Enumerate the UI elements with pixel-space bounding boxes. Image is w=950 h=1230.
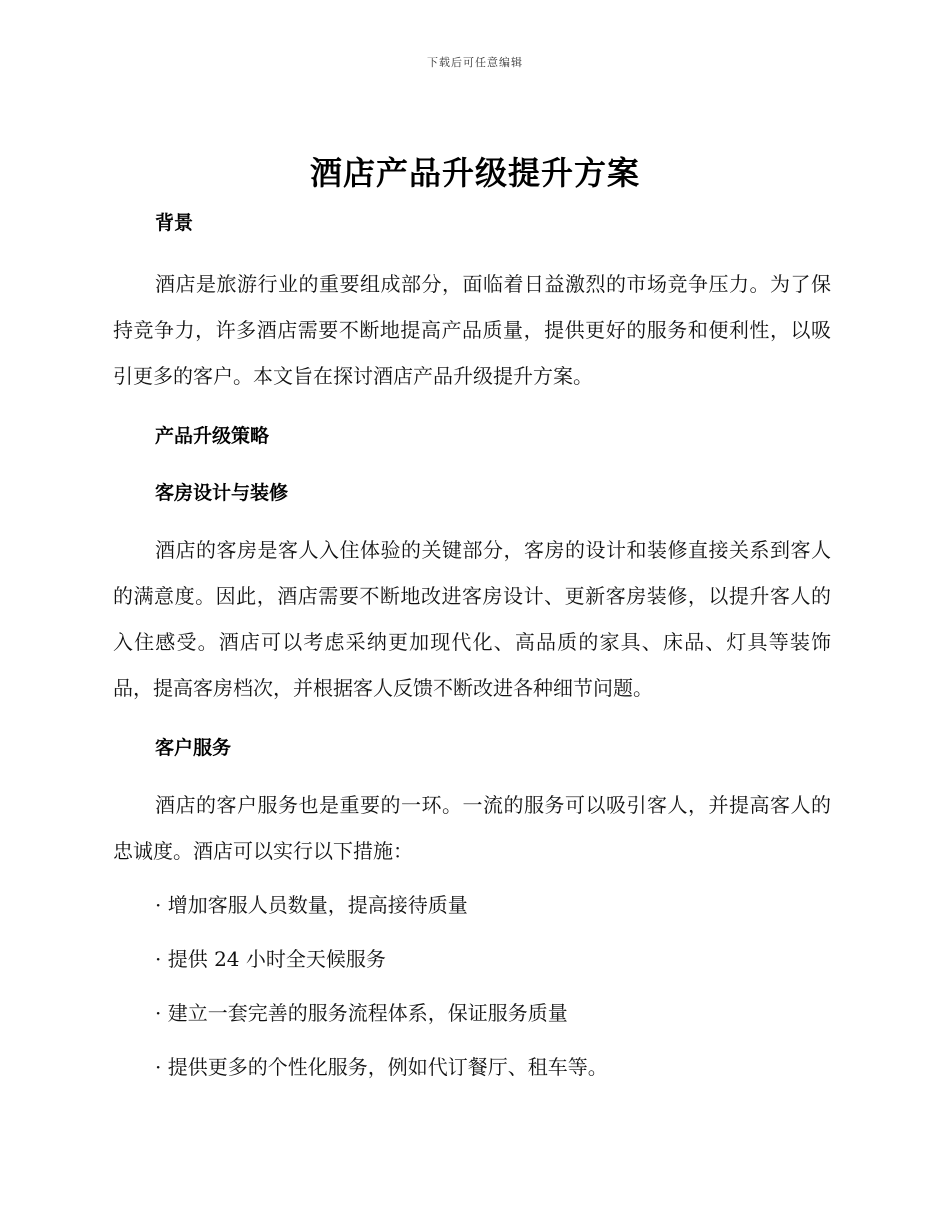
section-heading-customer-service: 客户服务 [155,737,232,759]
room-design-paragraph: 酒店的客房是客人入住体验的关键部分，客房的设计和装修直接关系到客人的满意度。因此，酒店需要不断地改进客房设计、更新客房装修，以提升客人的入住感受。酒店可以考虑采纳更加现代化、高品质的家具、床品、灯具等装饰品，提高客房档次，并根据客人反馈不断改进各种细节问题。 [113,538,831,700]
document-title: 酒店产品升级提升方案 [309,154,640,192]
section-heading-background: 背景 [155,212,194,234]
customer-service-paragraph: 酒店的客户服务也是重要的一环。一流的服务可以吸引客人，并提高客人的忠诚度。酒店可以实行以下措施： [113,793,831,863]
section-heading-strategy: 产品升级策略 [155,425,270,447]
background-paragraph: 酒店是旅游行业的重要组成部分，面临着日益激烈的市场竞争压力。为了保持竞争力，许多酒店需要不断地提高产品质量，提供更好的服务和便利性，以吸引更多的客户。本文旨在探讨酒店产品升级提升方案。 [113,272,831,388]
document-body [113,200,831,1090]
header-note: 下载后可任意编辑 [427,56,523,69]
list-item: · 提供更多的个性化服务，例如代订餐厅、租车等。 [155,1055,608,1079]
section-heading-room-design: 客房设计与装修 [155,482,289,504]
list-item: · 建立一套完善的服务流程体系，保证服务质量 [155,1001,568,1025]
list-item: · 增加客服人员数量，提高接待质量 [155,893,468,917]
list-item: · 提供 24 小时全天候服务 [155,947,386,971]
